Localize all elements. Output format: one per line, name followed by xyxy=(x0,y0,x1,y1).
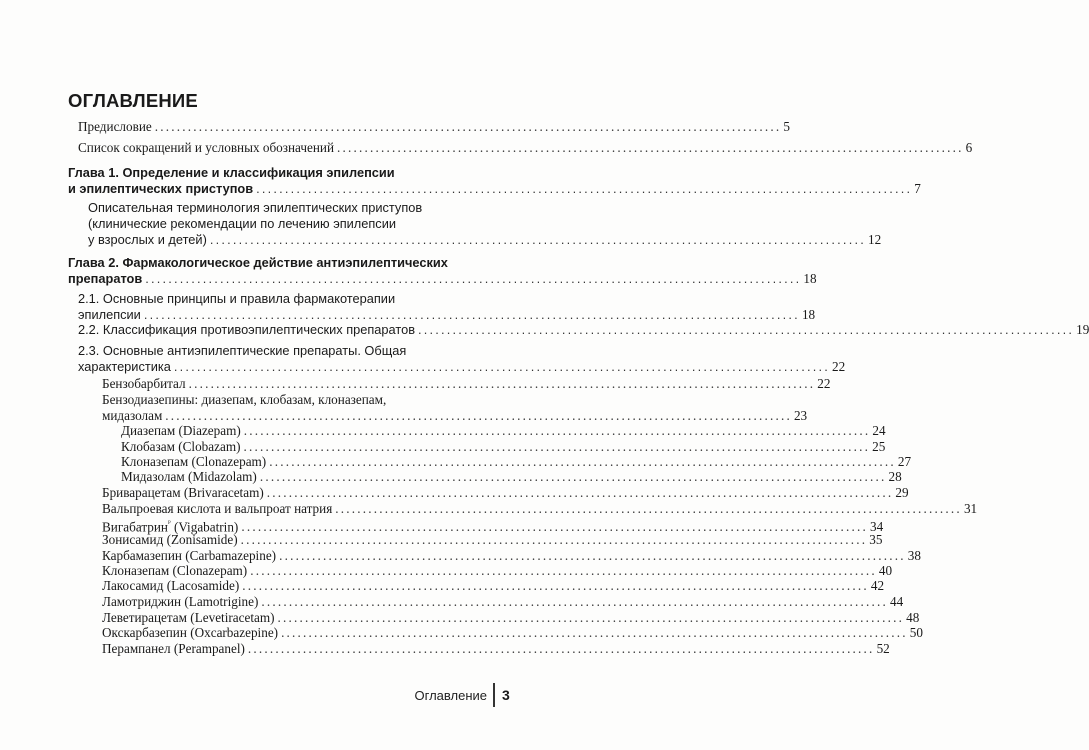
entry-line: (клинические рекомендации по лечению эпилепсии xyxy=(88,216,397,231)
leader-dots: .................................................................................................................. xyxy=(143,307,800,322)
page-number: 29 xyxy=(895,485,909,500)
page-number: 25 xyxy=(872,439,886,454)
entry-line: Глава 1. Определение и классификация эпилепсии xyxy=(68,165,395,180)
page-number: 18 xyxy=(803,271,817,286)
page-number: 19 xyxy=(1076,322,1089,337)
page-number: 40 xyxy=(878,563,893,578)
entry-text: Бриварацетам (Brivaracetam) xyxy=(102,485,264,500)
leader-dots: .................................................................................................................. xyxy=(243,439,871,454)
page-number: 31 xyxy=(963,501,978,516)
entry-text: препаратов xyxy=(68,271,143,286)
leader-dots: .................................................................................................................. xyxy=(266,485,894,500)
leader-dots: .................................................................................................................. xyxy=(145,271,802,286)
page-number: 18 xyxy=(801,307,816,322)
leader-dots: .................................................................................................................. xyxy=(269,454,896,469)
page-number: 28 xyxy=(888,469,902,484)
entry-line: 2.3. Основные антиэпилептические препараты. Общая xyxy=(78,343,407,358)
leader-dots: .................................................................................................................. xyxy=(165,408,792,423)
leader-dots: .................................................................................................................. xyxy=(277,610,905,625)
toc-entry-clonazepam-a[interactable] xyxy=(121,454,912,470)
entry-line: Глава 2. Фармакологическое действие антиэпилептических xyxy=(68,255,448,270)
entry-text: Окскарбазепин (Oxcarbazepine) xyxy=(102,625,279,640)
footer-page-number: 3 xyxy=(502,687,510,703)
page-number: 5 xyxy=(783,119,790,134)
page-number: 48 xyxy=(906,610,920,625)
leader-dots: .................................................................................................................. xyxy=(209,232,866,247)
leader-dots: .................................................................................................................. xyxy=(418,322,1075,337)
entry-line: Описательная терминология эпилептических приступов xyxy=(88,200,423,215)
toc-entry-brivaracetam[interactable] xyxy=(102,485,909,501)
toc-entry-benzodiazepines[interactable] xyxy=(102,392,808,424)
toc-entry-clonazepam-b[interactable] xyxy=(102,563,893,579)
entry-text: Предисловие xyxy=(78,119,152,134)
toc-entry-zonisamide[interactable] xyxy=(102,532,883,548)
leader-dots: .................................................................................................................. xyxy=(154,119,782,134)
toc-entry-carbamazepine[interactable] xyxy=(102,548,921,564)
page-number: 27 xyxy=(897,454,912,469)
entry-text: и эпилептических приступов xyxy=(68,181,254,196)
leader-dots: .................................................................................................................. xyxy=(250,563,877,578)
page-number: 35 xyxy=(869,532,883,547)
entry-text: Мидазолам (Midazolam) xyxy=(121,469,257,484)
toc-entry-terminology[interactable] xyxy=(88,200,882,248)
entry-text: Клоназепам (Clonazepam) xyxy=(102,563,248,578)
toc-entry-chapter-1[interactable] xyxy=(68,165,921,197)
entry-text: мидазолам xyxy=(102,408,163,423)
entry-text: Бензобарбитал xyxy=(102,376,186,391)
leader-dots: .................................................................................................................. xyxy=(337,140,964,155)
toc-entry-levetiracetam[interactable] xyxy=(102,610,920,626)
leader-dots: .................................................................................................................. xyxy=(240,532,868,547)
toc-entry-midazolam[interactable] xyxy=(121,469,902,485)
page-number: 24 xyxy=(872,423,886,438)
entry-text: Диазепам (Diazepam) xyxy=(121,423,241,438)
entry-line: 2.1. Основные принципы и правила фармакотерапии xyxy=(78,291,396,306)
leader-dots: .................................................................................................................. xyxy=(241,519,868,535)
entry-text: Список сокращений и условных обозначений xyxy=(78,140,334,155)
leader-dots: .................................................................................................................. xyxy=(256,181,913,196)
running-footer-title: Оглавление xyxy=(414,688,487,703)
toc-entry-2-1[interactable] xyxy=(78,291,816,323)
leader-dots: .................................................................................................................. xyxy=(188,376,816,391)
leader-dots: .................................................................................................................. xyxy=(281,625,908,640)
entry-text: Леветирацетам (Levetiracetam) xyxy=(102,610,275,625)
entry-text: Зонисамид (Zonisamide) xyxy=(102,532,238,547)
toc-entry-2-2[interactable] xyxy=(78,322,1089,338)
toc-entry-preface[interactable] xyxy=(78,119,790,135)
leader-dots: .................................................................................................................. xyxy=(259,469,887,484)
entry-text: эпилепсии xyxy=(78,307,141,322)
page-number: 42 xyxy=(870,578,885,593)
page-number: 50 xyxy=(909,625,923,640)
toc-entry-chapter-2[interactable] xyxy=(68,255,817,287)
toc-entry-lamotrigine[interactable] xyxy=(102,594,904,610)
page-number: 23 xyxy=(793,408,808,423)
page-number: 34 xyxy=(869,519,884,535)
leader-dots: .................................................................................................................. xyxy=(247,641,875,656)
toc-entry-2-3[interactable] xyxy=(78,343,846,375)
entry-text: у взрослых и детей) xyxy=(88,232,207,247)
leader-dots: .................................................................................................................. xyxy=(173,359,830,374)
toc-entry-perampanel[interactable] xyxy=(102,641,890,657)
page-number: 6 xyxy=(965,140,973,155)
toc-entry-oxcarbazepine[interactable] xyxy=(102,625,923,641)
leader-dots: .................................................................................................................. xyxy=(261,594,888,609)
toc-entry-lacosamide[interactable] xyxy=(102,578,885,594)
entry-text: 2.2. Классификация противоэпилептических препаратов xyxy=(78,322,415,337)
entry-text: Вигабатрин xyxy=(102,519,168,535)
entry-text: Ламотриджин (Lamotrigine) xyxy=(102,594,259,609)
leader-dots: .................................................................................................................. xyxy=(243,423,871,438)
toc-entry-benzobarbital[interactable] xyxy=(102,376,831,392)
page-number: 22 xyxy=(831,359,846,374)
leader-dots: .................................................................................................................. xyxy=(279,548,906,563)
toc-entry-valproate[interactable] xyxy=(102,501,978,517)
registered-mark: ᴾ xyxy=(167,519,171,528)
entry-text: Клоназепам (Clonazepam) xyxy=(121,454,267,469)
toc-title: ОГЛАВЛЕНИЕ xyxy=(68,90,198,111)
leader-dots: .................................................................................................................. xyxy=(242,578,869,593)
toc-entry-diazepam[interactable] xyxy=(121,423,886,439)
entry-line: Бензодиазепины: диазепам, клобазам, клоназепам, xyxy=(102,392,387,407)
toc-entry-abbreviations[interactable] xyxy=(78,140,973,156)
entry-text: характеристика xyxy=(78,359,171,374)
page-number: 52 xyxy=(876,641,890,656)
page-number: 22 xyxy=(817,376,831,391)
footer-divider xyxy=(493,683,495,707)
entry-text: Вальпроевая кислота и вальпроат натрия xyxy=(102,501,333,516)
page-number: 12 xyxy=(867,232,882,247)
page-number: 44 xyxy=(890,594,904,609)
page-number: 7 xyxy=(914,181,921,196)
leader-dots: .................................................................................................................. xyxy=(335,501,962,516)
toc-entry-clobazam[interactable] xyxy=(121,439,886,455)
entry-text: Клобазам (Clobazam) xyxy=(121,439,241,454)
entry-text: Перампанел (Perampanel) xyxy=(102,641,245,656)
entry-text: Лакосамид (Lacosamide) xyxy=(102,578,240,593)
page-number: 38 xyxy=(907,548,921,563)
entry-text: Карбамазепин (Carbamazepine) xyxy=(102,548,277,563)
entry-text-latin: (Vigabatrin) xyxy=(170,519,239,535)
